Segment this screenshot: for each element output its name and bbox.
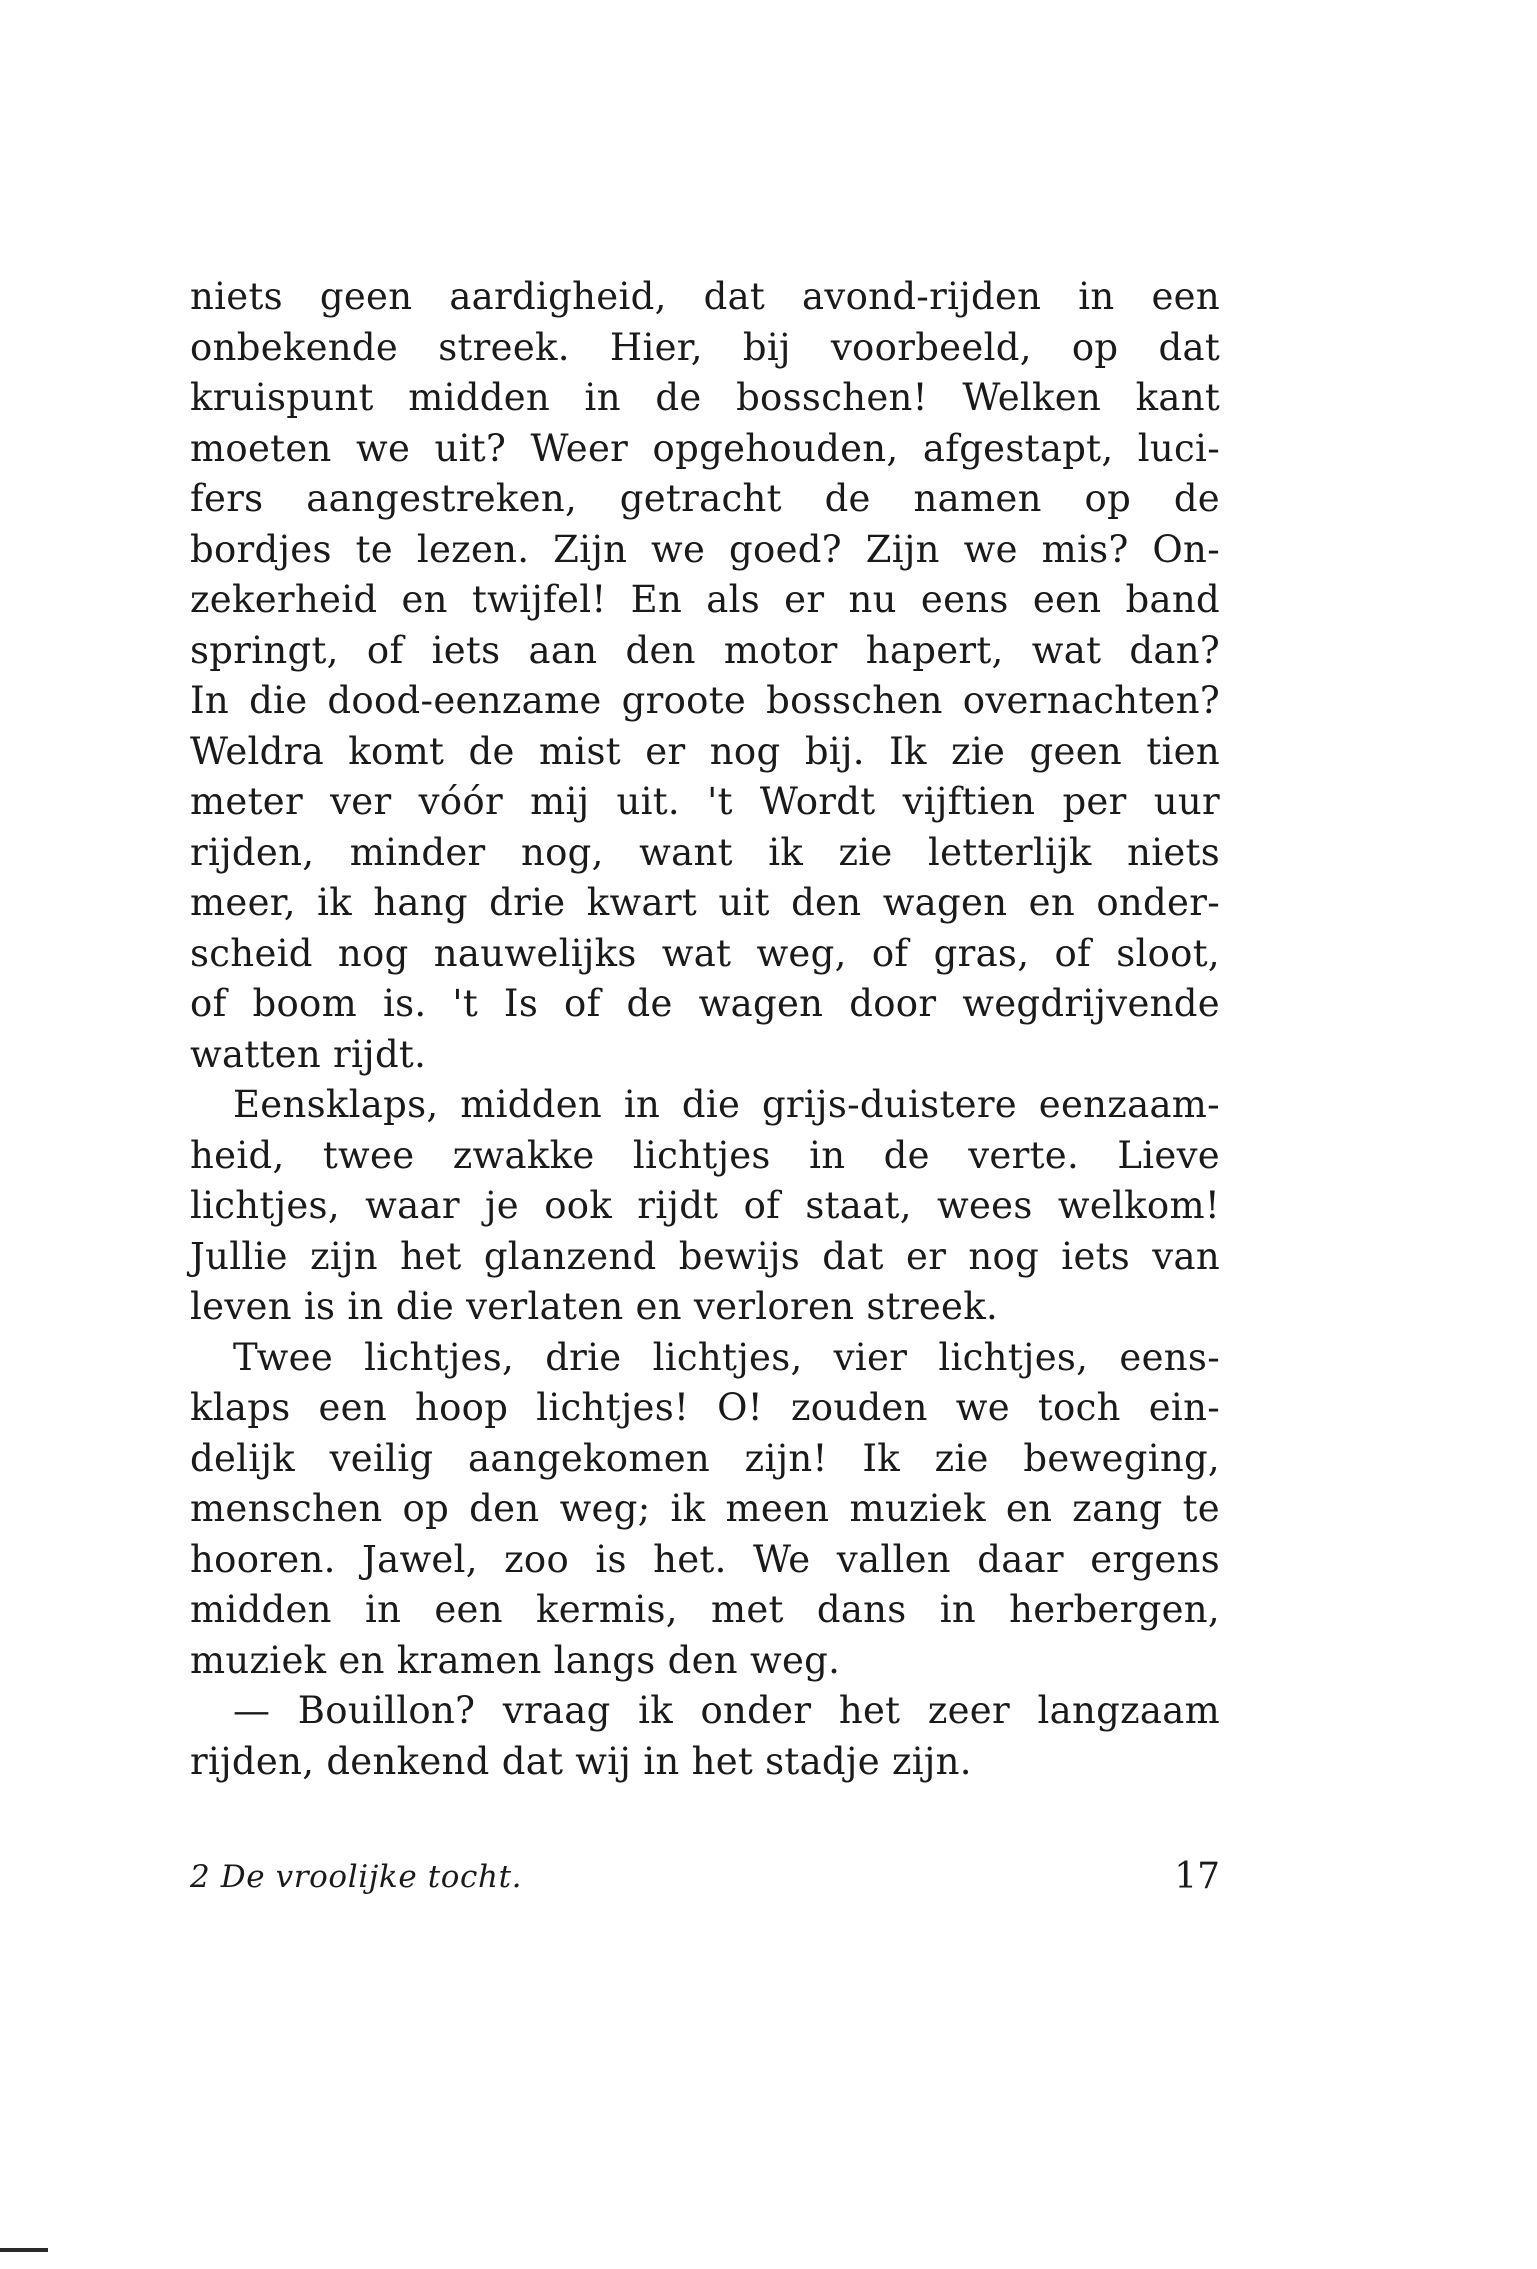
text-line: klaps een hoop lichtjes! O! zouden we toch ein-: [190, 1386, 1220, 1429]
text-line: Weldra komt de mist er nog bij. Ik zie geen tien: [190, 729, 1220, 773]
text-line: rijden, minder nog, want ik zie letterlijk niets: [190, 830, 1220, 874]
text-line: watten rijdt.: [190, 1032, 427, 1076]
text-line: springt, of iets aan den motor hapert, wat dan?: [190, 628, 1220, 672]
text-line: moeten we uit? Weer opgehouden, afgestapt, luci-: [190, 426, 1220, 470]
text-line: meer, ik hang drie kwart uit den wagen en onder-: [190, 881, 1220, 924]
text-line: leven is in die verlaten en verloren streek.: [190, 1285, 999, 1328]
text-line: bordjes te lezen. Zijn we goed? Zijn we mis? On-: [190, 527, 1220, 571]
text-line: hooren. Jawel, zoo is het. We vallen daar ergens: [190, 1537, 1220, 1581]
text-line: Jullie zijn het glanzend bewijs dat er nog iets van: [190, 1234, 1220, 1278]
text-line: — Bouillon? vraag ik onder het zeer langzaam: [233, 1689, 1220, 1732]
scan-edge-mark: [0, 2248, 48, 2252]
text-line: meter ver vóór mij uit. 't Wordt vijftien per uur: [190, 780, 1220, 823]
text-line: niets geen aardigheid, dat avond-rijden in een: [190, 275, 1220, 318]
text-line: zekerheid en twijfel! En als er nu eens een band: [190, 578, 1220, 621]
text-line: rijden, denkend dat wij in het stadje zijn.: [190, 1739, 972, 1783]
text-line: delijk veilig aangekomen zijn! Ik zie beweging,: [190, 1436, 1220, 1480]
text-line: menschen op den weg; ik meen muziek en zang te: [190, 1487, 1220, 1530]
text-line: of boom is. 't Is of de wagen door wegdrijvende: [190, 982, 1220, 1025]
signature-mark: 2 De vroolijke tocht.: [190, 1859, 523, 1895]
text-line: muziek en kramen langs den weg.: [190, 1638, 841, 1682]
text-line: Twee lichtjes, drie lichtjes, vier lichtjes, eens-: [233, 1335, 1220, 1379]
body-text: [190, 272, 1220, 1787]
page-number: 17: [1174, 1856, 1220, 1897]
text-line: In die dood-eenzame groote bosschen overnachten?: [190, 679, 1220, 722]
text-line: heid, twee zwakke lichtjes in de verte. Lieve: [190, 1133, 1220, 1177]
page-footer: [190, 1852, 1220, 1902]
text-line: kruispunt midden in de bosschen! Welken kant: [190, 376, 1220, 419]
text-line: scheid nog nauwelijks wat weg, of gras, of sloot,: [190, 931, 1220, 975]
text-line: onbekende streek. Hier, bij voorbeeld, op dat: [190, 325, 1220, 369]
text-line: fers aangestreken, getracht de namen op de: [190, 477, 1220, 520]
text-line: lichtjes, waar je ook rijdt of staat, wees welkom!: [190, 1184, 1220, 1227]
text-line: Eensklaps, midden in die grijs-duistere eenzaam-: [233, 1083, 1220, 1126]
text-line: midden in een kermis, met dans in herbergen,: [190, 1588, 1220, 1631]
